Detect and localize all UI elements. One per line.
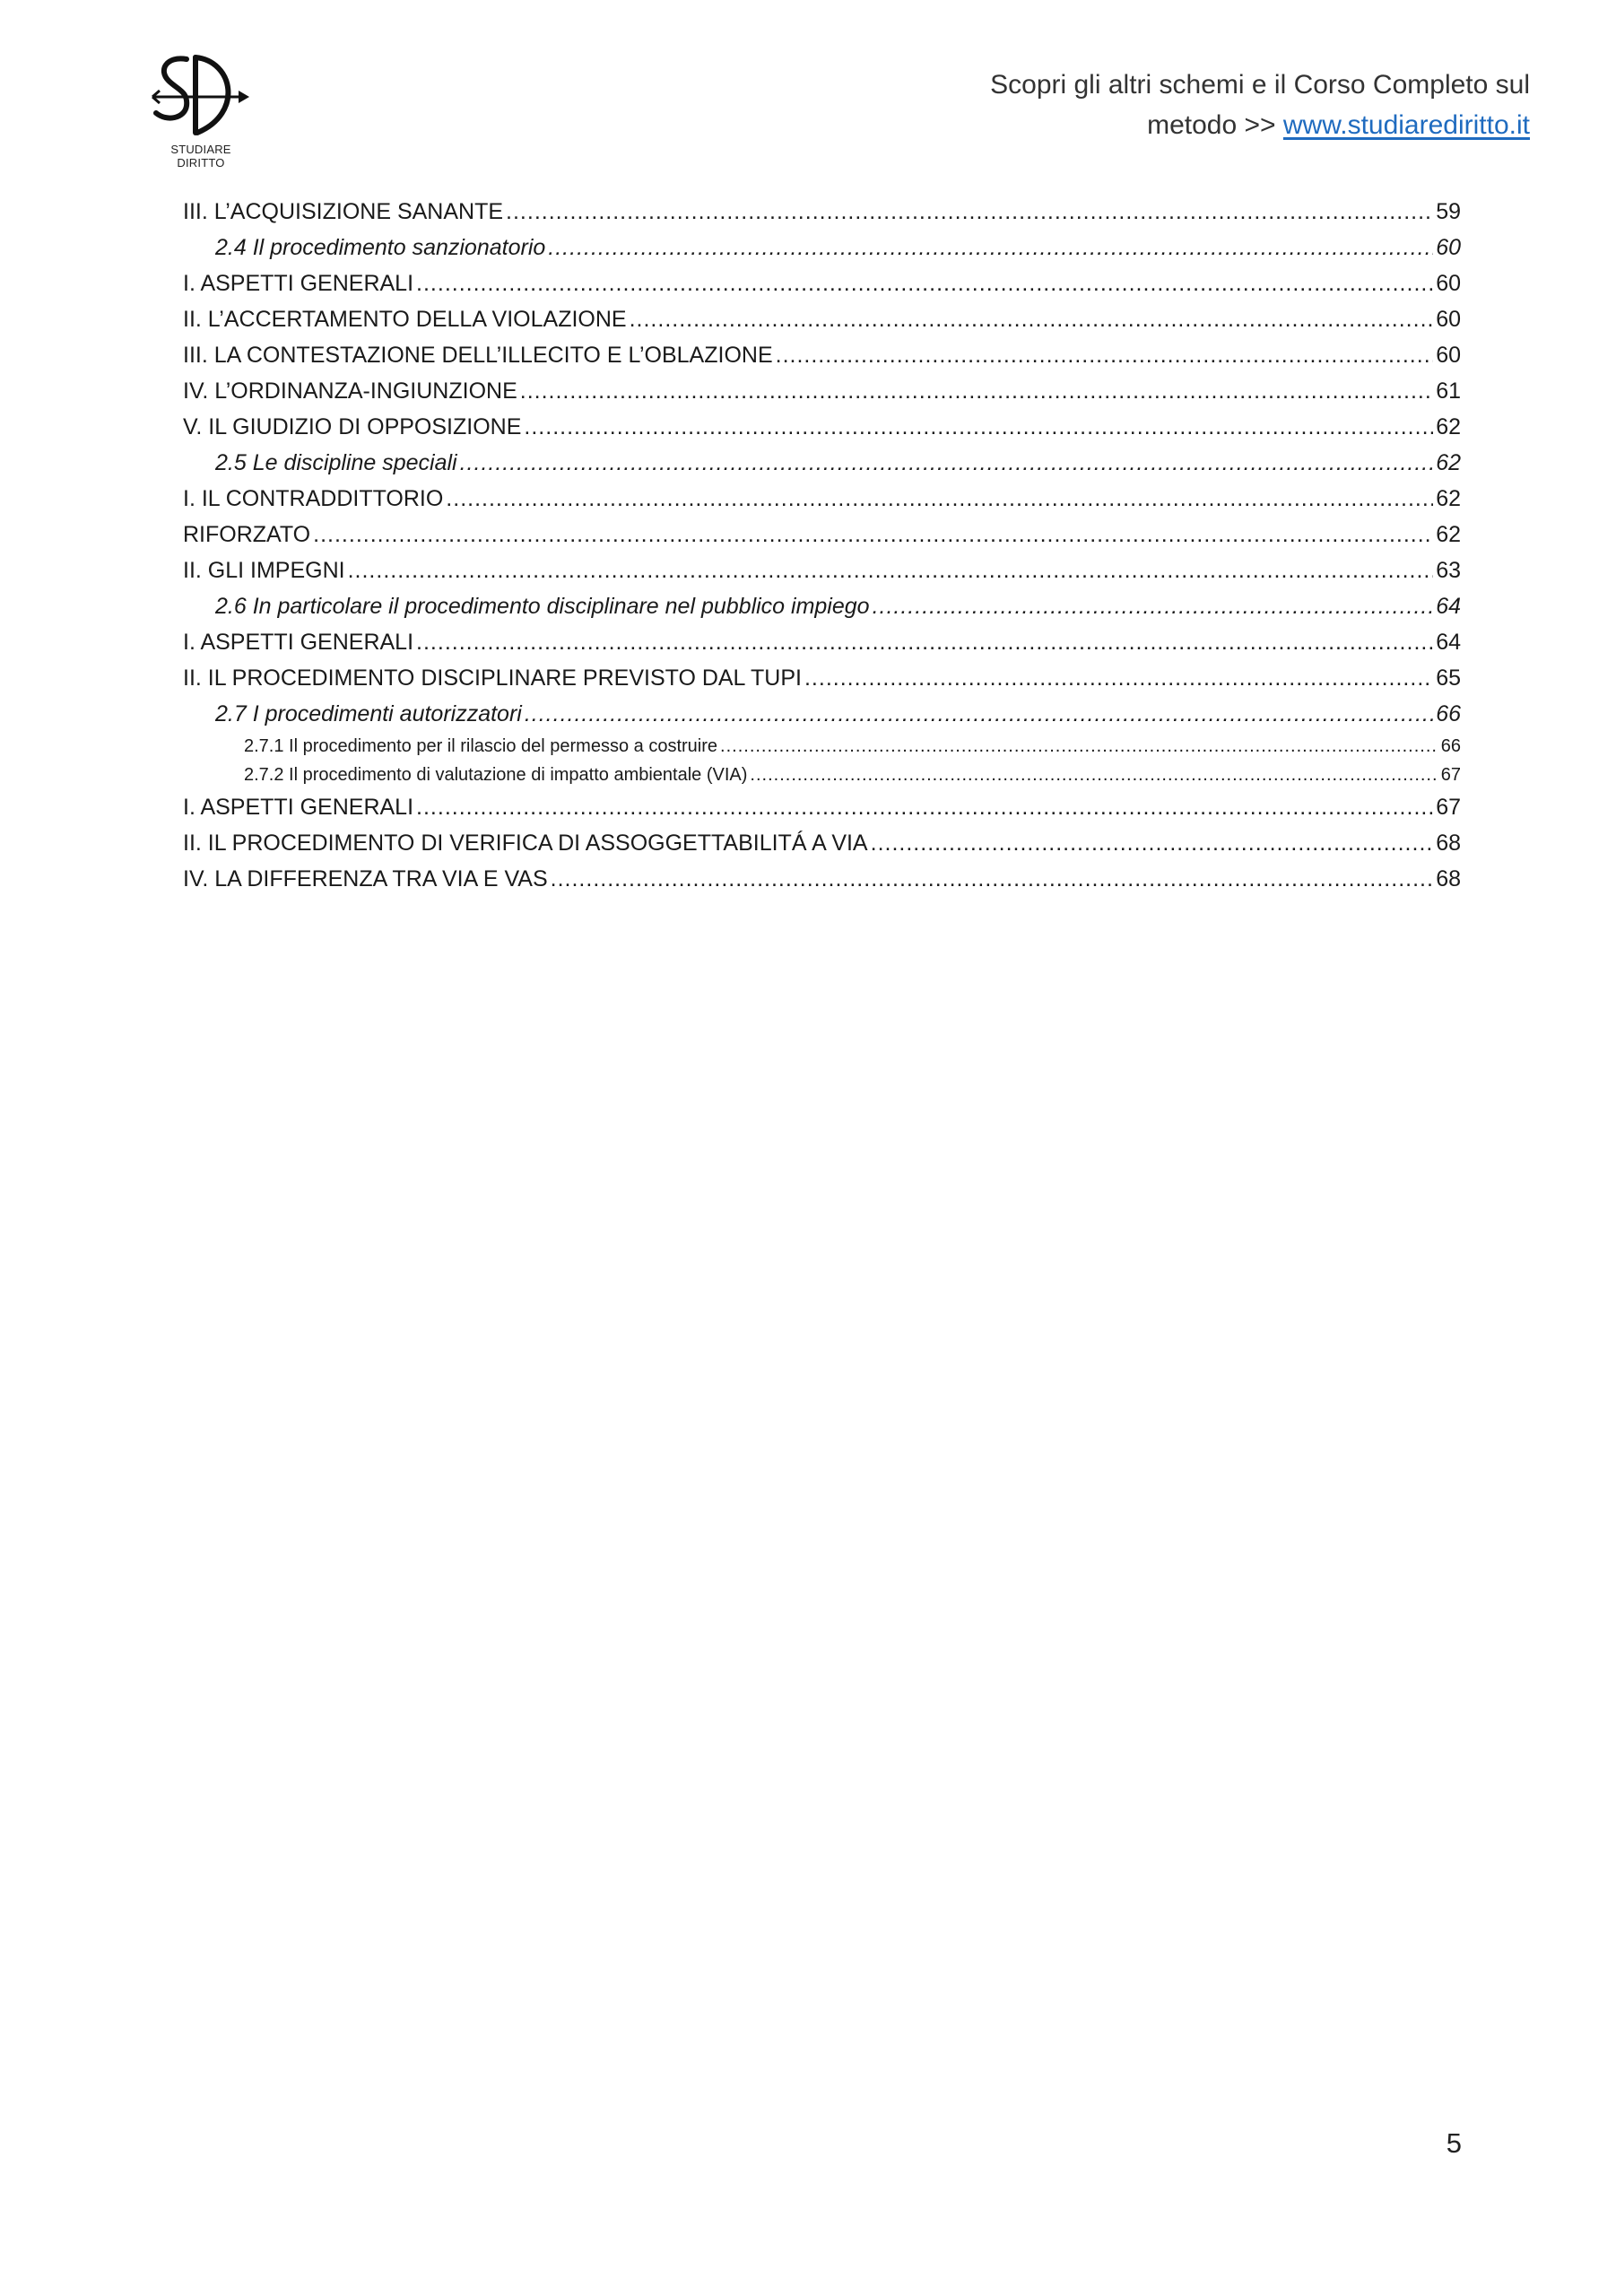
toc-entry-page: 66 — [1440, 736, 1461, 756]
toc-entry-title: IV. LA DIFFERENZA TRA VIA E VAS — [183, 866, 548, 891]
toc-leader-dots — [871, 825, 1434, 861]
toc-leader-dots — [750, 761, 1438, 789]
toc-leader-dots — [720, 732, 1438, 761]
toc-leader-dots — [348, 552, 1434, 588]
toc-entry-page: 65 — [1436, 665, 1461, 691]
toc-entry-title: II. GLI IMPEGNI — [183, 558, 345, 583]
toc-entry-title: I. ASPETTI GENERALI — [183, 630, 414, 655]
toc-entry-page: 60 — [1436, 307, 1461, 332]
toc-entry-page: 62 — [1436, 414, 1461, 439]
toc-leader-dots — [525, 696, 1433, 732]
toc-entry-page: 61 — [1436, 378, 1461, 404]
toc-entry[interactable] — [183, 696, 1461, 732]
toc-entry-title: II. IL PROCEDIMENTO DI VERIFICA DI ASSOGGETTABILITÁ A VIA — [183, 831, 868, 856]
page-number: 5 — [1446, 2127, 1462, 2159]
toc-entry[interactable] — [183, 732, 1461, 761]
site-logo — [151, 50, 251, 170]
toc-entry[interactable] — [183, 230, 1461, 265]
toc-entry-title: RIFORZATO — [183, 522, 311, 547]
toc-entry-title: IV. L’ORDINANZA-INGIUNZIONE — [183, 378, 517, 404]
toc-entry-page: 67 — [1440, 765, 1461, 785]
table-of-contents — [183, 194, 1461, 897]
toc-entry[interactable] — [183, 409, 1461, 445]
toc-leader-dots — [520, 373, 1433, 409]
header-line-2 — [723, 105, 1530, 145]
toc-entry-page: 62 — [1436, 450, 1461, 475]
toc-entry-title: II. IL PROCEDIMENTO DISCIPLINARE PREVISTO DAL TUPI — [183, 665, 802, 691]
toc-entry-page: 66 — [1436, 701, 1461, 726]
toc-entry-title: V. IL GIUDIZIO DI OPPOSIZIONE — [183, 414, 522, 439]
toc-leader-dots — [630, 301, 1434, 337]
toc-entry-title: 2.7.1 Il procedimento per il rilascio del permesso a costruire — [244, 736, 718, 756]
toc-entry-page: 62 — [1436, 522, 1461, 547]
toc-entry-page: 62 — [1436, 486, 1461, 511]
toc-leader-dots — [873, 588, 1434, 624]
toc-entry-title: III. L’ACQUISIZIONE SANANTE — [183, 199, 504, 224]
toc-entry-title: 2.5 Le discipline speciali — [215, 450, 457, 475]
toc-entry-title: III. LA CONTESTAZIONE DELL’ILLECITO E L’OBLAZIONE — [183, 343, 773, 368]
toc-entry[interactable] — [183, 445, 1461, 481]
toc-entry[interactable] — [183, 301, 1461, 337]
toc-entry-page: 64 — [1436, 594, 1461, 619]
toc-leader-dots — [460, 445, 1434, 481]
toc-leader-dots — [548, 230, 1433, 265]
toc-entry[interactable] — [183, 624, 1461, 660]
toc-leader-dots — [313, 517, 1433, 552]
toc-entry[interactable] — [183, 265, 1461, 301]
toc-entry[interactable] — [183, 481, 1461, 517]
toc-entry[interactable] — [183, 373, 1461, 409]
toc-entry-title: 2.4 Il procedimento sanzionatorio — [215, 235, 546, 260]
toc-leader-dots — [446, 481, 1433, 517]
toc-entry[interactable] — [183, 660, 1461, 696]
toc-entry[interactable] — [183, 194, 1461, 230]
toc-entry-title: I. IL CONTRADDITTORIO — [183, 486, 444, 511]
header-line-1: Scopri gli altri schemi e il Corso Completo sul — [990, 70, 1530, 100]
logo-caption: STUDIARE DIRITTO — [170, 143, 231, 170]
toc-entry-page: 68 — [1436, 831, 1461, 856]
toc-entry-page: 60 — [1436, 235, 1461, 260]
toc-entry-page: 67 — [1436, 795, 1461, 820]
toc-leader-dots — [551, 861, 1434, 897]
toc-entry[interactable] — [183, 825, 1461, 861]
toc-leader-dots — [416, 789, 1433, 825]
toc-entry-page: 59 — [1436, 199, 1461, 224]
toc-entry[interactable] — [183, 761, 1461, 789]
toc-entry[interactable] — [183, 552, 1461, 588]
sd-bow-arrow-logo-icon — [151, 50, 251, 140]
toc-entry[interactable] — [183, 588, 1461, 624]
toc-leader-dots — [804, 660, 1433, 696]
toc-leader-dots — [506, 194, 1433, 230]
toc-entry-title: 2.7 I procedimenti autorizzatori — [215, 701, 522, 726]
toc-entry[interactable] — [183, 861, 1461, 897]
page-header — [723, 65, 1530, 145]
toc-entry-title: II. L’ACCERTAMENTO DELLA VIOLAZIONE — [183, 307, 627, 332]
toc-entry-page: 60 — [1436, 343, 1461, 368]
toc-leader-dots — [524, 409, 1433, 445]
toc-leader-dots — [416, 265, 1433, 301]
toc-leader-dots — [776, 337, 1434, 373]
toc-entry-page: 60 — [1436, 271, 1461, 296]
toc-entry-page: 64 — [1436, 630, 1461, 655]
toc-entry[interactable] — [183, 337, 1461, 373]
toc-entry-title: 2.6 In particolare il procedimento disciplinare nel pubblico impiego — [215, 594, 870, 619]
toc-entry-page: 63 — [1436, 558, 1461, 583]
toc-entry[interactable] — [183, 517, 1461, 552]
toc-entry[interactable] — [183, 789, 1461, 825]
toc-entry-title: I. ASPETTI GENERALI — [183, 271, 414, 296]
toc-entry-title: I. ASPETTI GENERALI — [183, 795, 414, 820]
header-line-2-prefix: metodo >> — [1147, 110, 1283, 140]
toc-leader-dots — [416, 624, 1433, 660]
toc-entry-page: 68 — [1436, 866, 1461, 891]
website-link[interactable]: www.studiarediritto.it — [1282, 110, 1530, 140]
toc-entry-title: 2.7.2 Il procedimento di valutazione di impatto ambientale (VIA) — [244, 765, 748, 785]
